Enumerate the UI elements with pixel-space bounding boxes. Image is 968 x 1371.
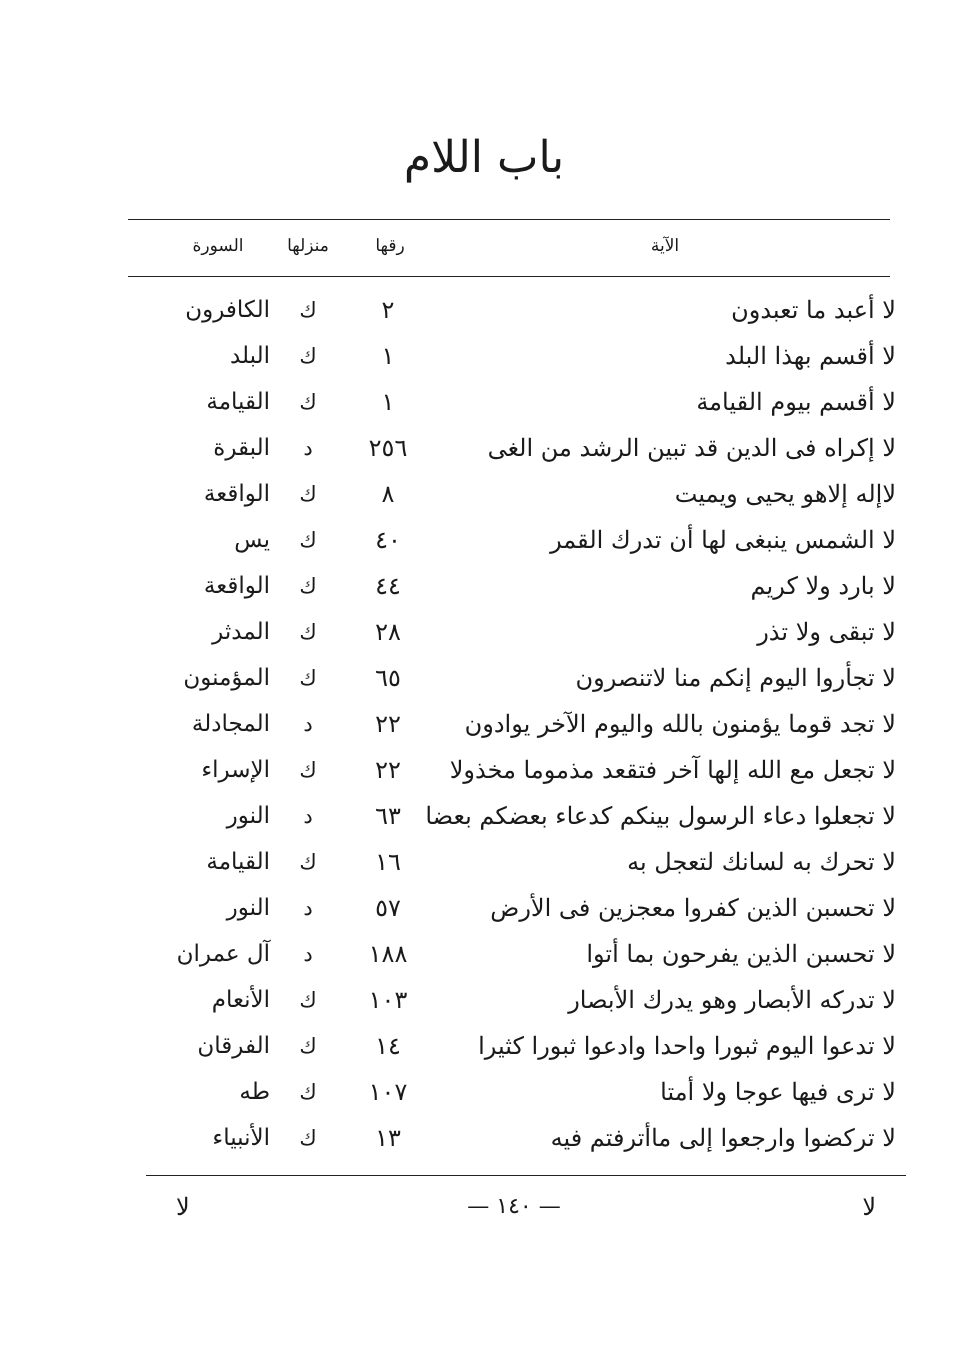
table-row [0, 517, 968, 563]
ayah-text: لا تحسبن الذين يفرحون بما أتوا [586, 940, 896, 968]
footer-key-right: لا [862, 1193, 876, 1221]
ayah-number: ٤٠ [375, 526, 401, 554]
surah-name: البلد [229, 343, 270, 369]
surah-name: النور [226, 803, 270, 829]
surah-name: يس [234, 527, 270, 553]
ayah-number: ٦٣ [375, 802, 401, 830]
ayah-number: ١٠٣ [368, 986, 408, 1014]
surah-name: الفرقان [197, 1033, 270, 1059]
page-footer [0, 1190, 968, 1230]
revelation-place: ك [299, 574, 317, 598]
revelation-place: د [303, 804, 313, 828]
table-row [0, 747, 968, 793]
header-ayah: الآية [650, 236, 680, 256]
revelation-place: ك [299, 482, 317, 506]
revelation-place: د [303, 942, 313, 966]
surah-name: الواقعة [203, 573, 270, 599]
surah-name: الإسراء [201, 757, 270, 783]
ayah-text: لا إكراه فى الدين قد تبين الرشد من الغى [487, 434, 896, 462]
ayah-text: لا أعبد ما تعبدون [731, 296, 896, 324]
header-bottom-rule [128, 276, 890, 277]
surah-name: طه [239, 1079, 270, 1105]
revelation-place: د [303, 712, 313, 736]
table-row [0, 379, 968, 425]
table-row [0, 471, 968, 517]
table-row [0, 563, 968, 609]
table-row [0, 287, 968, 333]
surah-name: المؤمنون [183, 665, 270, 691]
index-table [0, 287, 968, 1161]
footer-rule [146, 1175, 906, 1176]
surah-name: البقرة [213, 435, 270, 461]
revelation-place: ك [299, 1034, 317, 1058]
ayah-text: لا تجعل مع الله إلها آخر فتقعد مذموما مخذولا [449, 756, 896, 784]
revelation-place: د [303, 896, 313, 920]
ayah-number: ١٦ [375, 848, 401, 876]
table-header [0, 226, 968, 266]
revelation-place: ك [299, 528, 317, 552]
ayah-number: ١ [381, 342, 395, 370]
surah-name: النور [226, 895, 270, 921]
page-number: — ١٤٠ — [467, 1194, 561, 1219]
table-row [0, 977, 968, 1023]
ayah-text: لا بارد ولا كريم [750, 572, 896, 600]
table-row [0, 839, 968, 885]
revelation-place: ك [299, 666, 317, 690]
ayah-text: لا تجعلوا دعاء الرسول بينكم كدعاء بعضكم بعضا [425, 802, 896, 830]
table-row [0, 609, 968, 655]
table-row [0, 1023, 968, 1069]
ayah-text: لا تحرك به لسانك لتعجل به [627, 848, 896, 876]
ayah-number: ٨ [381, 480, 395, 508]
surah-name: الأنعام [211, 987, 270, 1013]
table-row [0, 655, 968, 701]
revelation-place: ك [299, 758, 317, 782]
surah-name: القيامة [206, 849, 270, 875]
header-top-rule [128, 219, 890, 220]
header-number: رقها [375, 236, 405, 256]
ayah-text: لا تدعوا اليوم ثبورا واحدا وادعوا ثبورا كثيرا [478, 1032, 896, 1060]
table-row [0, 1069, 968, 1115]
ayah-number: ٢ [381, 296, 395, 324]
page-title: باب اللام [403, 132, 565, 183]
revelation-place: ك [299, 344, 317, 368]
header-place: منزلها [287, 236, 329, 256]
revelation-place: ك [299, 850, 317, 874]
ayah-text: لا تجأروا اليوم إنكم منا لاتنصرون [575, 664, 896, 692]
surah-name: الكافرون [185, 297, 270, 323]
surah-name: المجادلة [191, 711, 270, 737]
ayah-text: لا أقسم بيوم القيامة [696, 388, 896, 416]
ayah-text: لا ترى فيها عوجا ولا أمتا [660, 1078, 896, 1106]
surah-name: الواقعة [203, 481, 270, 507]
ayah-text: لا تجد قوما يؤمنون بالله واليوم الآخر يوادون [464, 710, 896, 738]
ayah-text: لا تركضوا وارجعوا إلى ماأترفتم فيه [550, 1124, 896, 1152]
ayah-number: ٦٥ [375, 664, 401, 692]
table-row [0, 333, 968, 379]
ayah-number: ١٨٨ [368, 940, 408, 968]
table-row [0, 931, 968, 977]
ayah-text: لا تحسبن الذين كفروا معجزين فى الأرض [490, 894, 896, 922]
revelation-place: ك [299, 390, 317, 414]
ayah-number: ١٠٧ [368, 1078, 408, 1106]
ayah-number: ١٣ [375, 1124, 401, 1152]
ayah-number: ٢٥٦ [368, 434, 408, 462]
ayah-number: ٤٤ [375, 572, 401, 600]
ayah-number: ٢٢ [375, 710, 401, 738]
surah-name: الأنبياء [212, 1125, 270, 1151]
revelation-place: د [303, 436, 313, 460]
ayah-number: ٢٢ [375, 756, 401, 784]
table-row [0, 425, 968, 471]
revelation-place: ك [299, 988, 317, 1012]
ayah-text: لا الشمس ينبغى لها أن تدرك القمر [550, 526, 896, 554]
surah-name: القيامة [206, 389, 270, 415]
ayah-text: لا تدركه الأبصار وهو يدرك الأبصار [568, 986, 896, 1014]
table-row [0, 701, 968, 747]
ayah-text: لا أقسم بهذا البلد [725, 342, 896, 370]
ayah-text: لا تبقى ولا تذر [757, 618, 896, 646]
table-row [0, 793, 968, 839]
header-surah: السورة [192, 236, 244, 256]
ayah-number: ٢٨ [375, 618, 401, 646]
revelation-place: ك [299, 1080, 317, 1104]
revelation-place: ك [299, 298, 317, 322]
ayah-number: ١ [381, 388, 395, 416]
surah-name: المدثر [212, 619, 270, 645]
table-row [0, 1115, 968, 1161]
surah-name: آل عمران [176, 941, 270, 967]
revelation-place: ك [299, 1126, 317, 1150]
ayah-number: ١٤ [375, 1032, 401, 1060]
ayah-number: ٥٧ [375, 894, 401, 922]
footer-key-left: لا [176, 1193, 190, 1221]
revelation-place: ك [299, 620, 317, 644]
table-row [0, 885, 968, 931]
ayah-text: لاإله إلاهو يحيى ويميت [674, 480, 896, 508]
